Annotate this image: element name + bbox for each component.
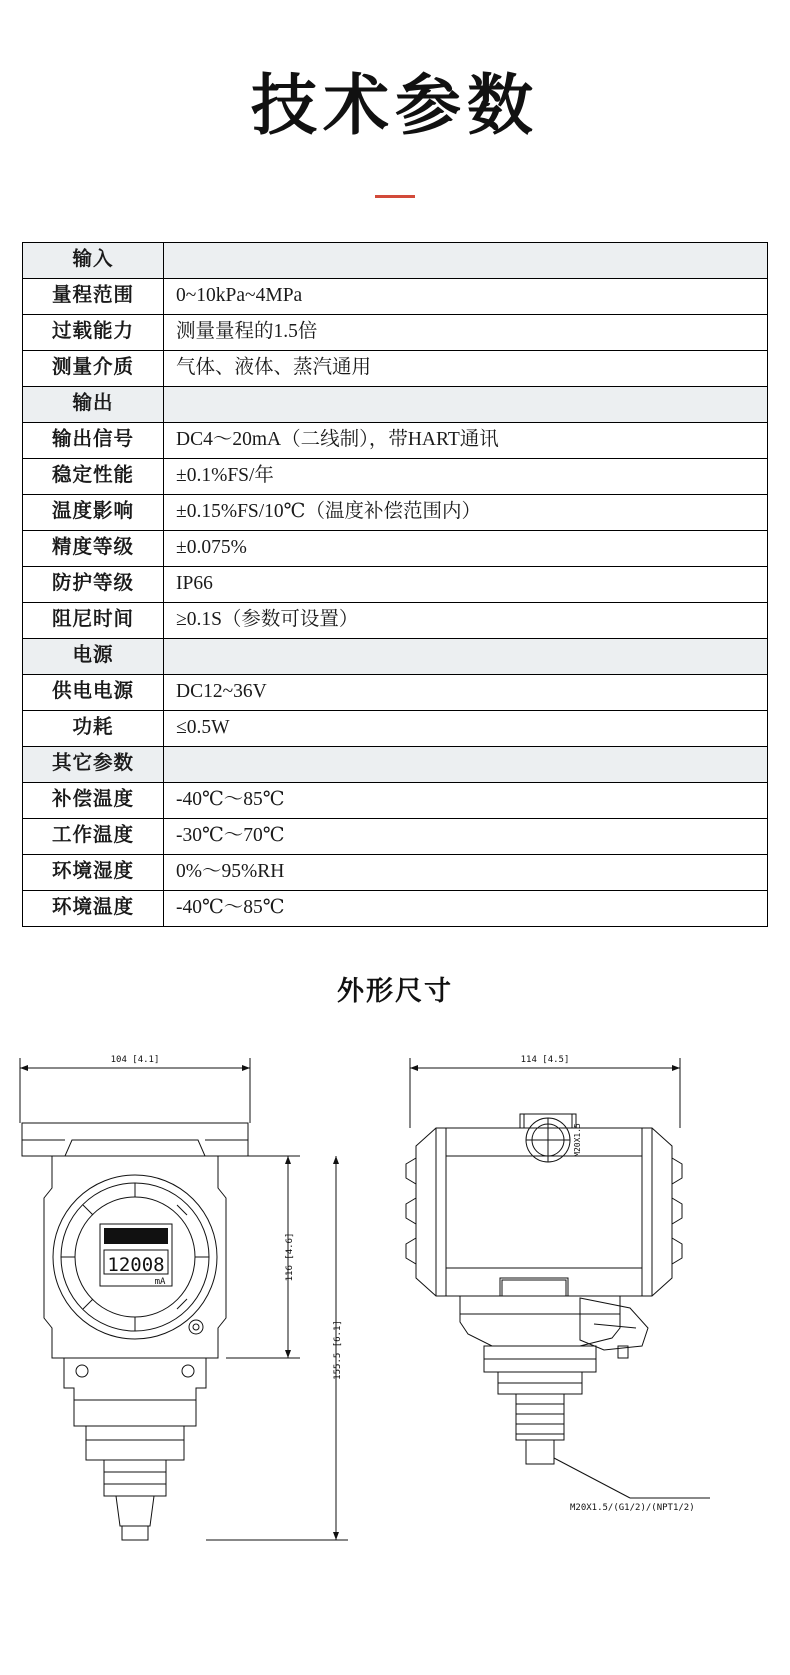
- table-row: [23, 818, 768, 854]
- front-width-dimension: 104 [4.1]: [110, 1054, 160, 1065]
- spec-label: 防护等级: [23, 566, 164, 602]
- dimensions-title: 外形尺寸: [337, 975, 453, 1007]
- table-row: [23, 350, 768, 386]
- table-row: [23, 494, 768, 530]
- spec-value: IP66: [164, 566, 768, 602]
- spec-label: 环境温度: [23, 890, 164, 926]
- page-title: 技术参数: [251, 67, 539, 144]
- spec-label: 精度等级: [23, 530, 164, 566]
- spec-value: 测量量程的1.5倍: [164, 314, 768, 350]
- spec-value: ±0.075%: [164, 530, 768, 566]
- spec-label: 其它参数: [23, 746, 164, 782]
- spec-label: 环境湿度: [23, 854, 164, 890]
- spec-label: 温度影响: [23, 494, 164, 530]
- side-thread-note: M20X1.5/(G1/2)/(NPT1/2): [570, 1502, 695, 1513]
- side-port-dimension: M20X1.5: [573, 1122, 582, 1157]
- front-view-drawing: [0, 1028, 380, 1648]
- spec-label: 输出信号: [23, 422, 164, 458]
- spec-value: -30℃～70℃: [164, 818, 768, 854]
- spec-value: ≤0.5W: [164, 710, 768, 746]
- table-row: [23, 278, 768, 314]
- spec-label: 补偿温度: [23, 782, 164, 818]
- spec-label: 输入: [23, 242, 164, 278]
- table-row: [23, 746, 768, 782]
- spec-table-wrap: [22, 242, 768, 927]
- spec-label: 稳定性能: [23, 458, 164, 494]
- spec-value: [164, 638, 768, 674]
- title-divider: [375, 195, 415, 198]
- table-row: [23, 602, 768, 638]
- table-row: [23, 242, 768, 278]
- spec-value: [164, 746, 768, 782]
- table-row: [23, 530, 768, 566]
- spec-label: 过载能力: [23, 314, 164, 350]
- display-unit: mA: [154, 1276, 166, 1287]
- spec-value: [164, 242, 768, 278]
- side-view-drawing: [380, 1028, 780, 1648]
- spec-value: -40℃～85℃: [164, 782, 768, 818]
- table-row: [23, 710, 768, 746]
- spec-value: [164, 386, 768, 422]
- side-width-dimension: 114 [4.5]: [520, 1054, 570, 1065]
- spec-label: 测量介质: [23, 350, 164, 386]
- spec-value: -40℃～85℃: [164, 890, 768, 926]
- table-row: [23, 422, 768, 458]
- spec-label: 输出: [23, 386, 164, 422]
- table-row: [23, 458, 768, 494]
- title-block: [0, 0, 790, 198]
- spec-value: ≥0.1S（参数可设置）: [164, 602, 768, 638]
- table-row: [23, 386, 768, 422]
- front-height-dimension: 116 [4.6]: [285, 1232, 295, 1281]
- spec-value: ±0.1%FS/年: [164, 458, 768, 494]
- spec-label: 阻尼时间: [23, 602, 164, 638]
- spec-value: ±0.15%FS/10℃（温度补偿范围内）: [164, 494, 768, 530]
- spec-label: 功耗: [23, 710, 164, 746]
- spec-value: DC4～20mA（二线制），带HART通讯: [164, 422, 768, 458]
- table-row: [23, 890, 768, 926]
- spec-value: 0~10kPa~4MPa: [164, 278, 768, 314]
- table-row: [23, 314, 768, 350]
- front-total-height-dimension: 155.5 [6.1]: [333, 1319, 343, 1380]
- dimension-drawings: [0, 1028, 790, 1668]
- spec-value: 0%～95%RH: [164, 854, 768, 890]
- display-value: 12008: [107, 1253, 165, 1276]
- table-row: [23, 854, 768, 890]
- spec-label: 供电电源: [23, 674, 164, 710]
- spec-label: 量程范围: [23, 278, 164, 314]
- spec-value: 气体、液体、蒸汽通用: [164, 350, 768, 386]
- spec-label: 工作温度: [23, 818, 164, 854]
- table-row: [23, 782, 768, 818]
- spec-label: 电源: [23, 638, 164, 674]
- table-row: [23, 566, 768, 602]
- spec-table: [22, 242, 768, 927]
- table-row: [23, 674, 768, 710]
- table-row: [23, 638, 768, 674]
- spec-value: DC12~36V: [164, 674, 768, 710]
